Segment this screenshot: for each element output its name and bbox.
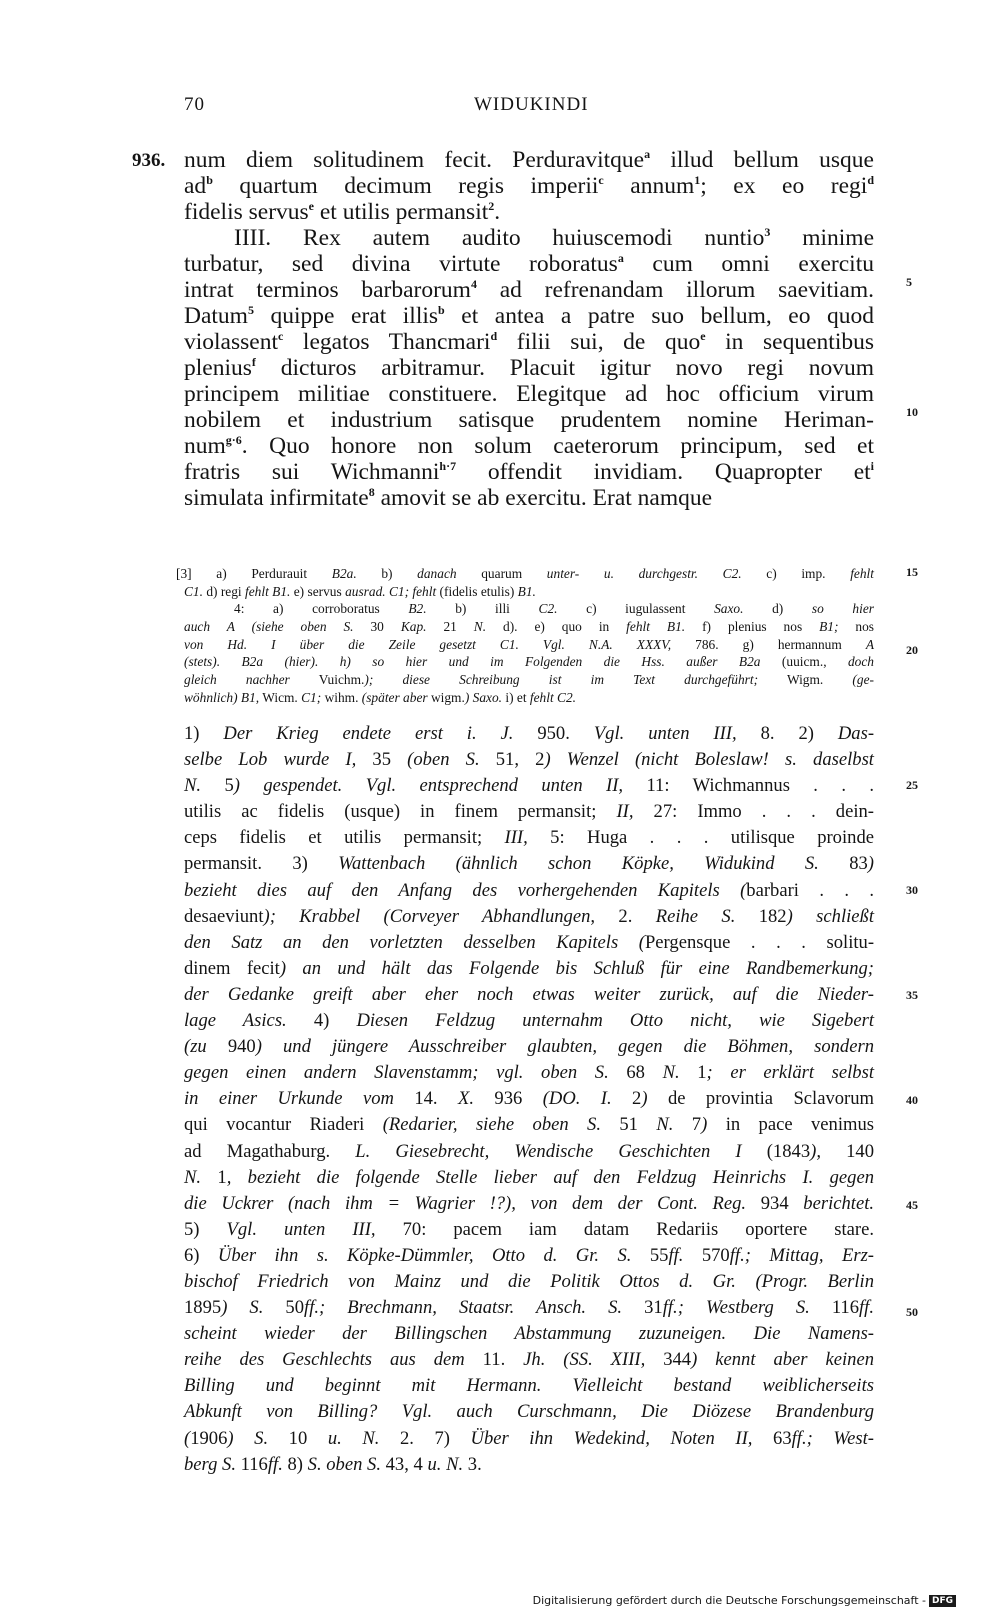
digitization-credit [533, 1594, 956, 1607]
note-line [184, 1060, 874, 1086]
italic-text: N. [184, 775, 202, 797]
margin-year: 936. [132, 150, 166, 171]
italic-text: ff. [668, 1244, 684, 1266]
text-run: 7 [673, 1114, 702, 1136]
text-run: (1843 [741, 1140, 811, 1162]
italic-text: scheint wieder der Billingschen Abstammung zuzuneigen. Die Namens- [184, 1323, 874, 1345]
footnote-marker: 2 [488, 199, 495, 213]
text-run: 570 [683, 1244, 730, 1266]
text-run: 51, 2 [479, 749, 545, 771]
text-run: minime [770, 225, 875, 251]
footnote-marker: b [438, 303, 445, 317]
italic-text: Abkunft von Billing? Vgl. auch Curschmann, Die Diözese Brandenburg [184, 1401, 874, 1423]
italic-text: fehlt B1. [245, 583, 291, 599]
italic-text: C1; [301, 689, 322, 705]
italic-text: bischof Friedrich von Mainz und die Politik Ottos d. Gr. (Progr. Berlin [184, 1270, 874, 1292]
text-run: 11. [464, 1349, 524, 1371]
page-number: 70 [184, 94, 205, 115]
text-run: 5 [201, 775, 234, 797]
text-run: annum [603, 173, 695, 199]
text-run: nobilem et industrium satisque prudentem nomine Heriman- [184, 407, 874, 433]
italic-text: den Satz an den vorletzten desselben Kapitels ( [184, 931, 645, 953]
italic-text: so hier [811, 601, 874, 617]
italic-text: ff. [859, 1297, 874, 1319]
text-run: legatos Thancmari [283, 329, 491, 355]
apparatus-line [184, 671, 874, 689]
footnote-marker: d [867, 173, 874, 187]
main-text-line [184, 381, 874, 407]
text-run: 344 [645, 1349, 692, 1371]
text-run: 940 [206, 1036, 256, 1058]
line-number: 20 [906, 643, 918, 657]
italic-text: fehlt [850, 566, 874, 581]
text-run: filii sui, de quo [497, 329, 701, 355]
note-line [184, 1034, 874, 1060]
text-run: nos [838, 619, 874, 635]
italic-text: doch [847, 654, 874, 670]
text-run: ; ex eo regi [700, 173, 868, 199]
text-run: 5) [184, 1218, 227, 1240]
note-line [184, 1217, 874, 1243]
italic-text: L. Giesebrecht, Wendische Geschichten I [355, 1140, 742, 1162]
text-run: fidelis servus [184, 199, 309, 225]
text-run: 63 [752, 1427, 792, 1449]
text-run: 786. g) hermannum [671, 636, 866, 652]
italic-text: u. N. [327, 1427, 380, 1449]
text-run: ceps fidelis et utilis permansit; [184, 827, 505, 849]
main-text-line [184, 407, 874, 433]
footnote-marker: e [308, 199, 314, 213]
text-run: quartum decimum regis imperii [212, 173, 599, 199]
line-number: 50 [906, 1305, 918, 1319]
note-line [184, 1139, 874, 1165]
italic-text: B2. [408, 601, 427, 617]
text-run: offendit invidiam. Quapropter et [456, 459, 871, 485]
note-line [184, 1399, 874, 1425]
line-number: 25 [906, 778, 918, 792]
italic-text: S. oben S. [307, 1453, 381, 1475]
italic-text: selbe Lob wurde I, [184, 749, 357, 771]
italic-text: ; er erklärt selbst [706, 1062, 874, 1084]
text-run: simulata infirmitate [184, 485, 369, 511]
text-run: 2 [611, 1088, 642, 1110]
italic-text: III, [504, 827, 528, 849]
italic-text: gleich nachher [184, 672, 290, 688]
italic-text: ) S. [221, 1297, 264, 1319]
italic-text: X. [457, 1088, 474, 1110]
note-line [184, 904, 874, 930]
italic-text: bezieht dies auf den Anfang des vorhergehenden Kapitels ( [184, 879, 747, 901]
main-text-line [184, 199, 874, 225]
text-run: Pergensque . . . solitu- [644, 931, 875, 953]
footnote-marker: i [870, 459, 874, 473]
text-run: 950. [513, 723, 594, 744]
italic-text: ) [867, 853, 874, 875]
footnote-marker: a [644, 147, 651, 161]
italic-text: Reihe S. [655, 905, 736, 927]
text-run: wihm. [321, 689, 362, 705]
italic-text: ); Krabbel (Corveyer Abhandlungen, [263, 905, 596, 927]
italic-text: fehlt B1. [626, 619, 686, 635]
text-run: 4: a) corroboratus [234, 601, 409, 617]
text-run: 6) [184, 1244, 218, 1266]
italic-text: ausrad. C1; fehlt [345, 583, 437, 599]
apparatus-line [184, 618, 874, 636]
italic-text: ) gespendet. Vgl. entsprechend unten II, [233, 775, 624, 797]
italic-text: (zu [184, 1036, 207, 1058]
text-run: 35 [356, 749, 408, 771]
text-run: 31 [622, 1297, 663, 1319]
footnote-marker: g·6 [225, 433, 242, 447]
text-run: 70: pacem iam datam Redariis oportere stare. [375, 1218, 874, 1240]
main-text-line [184, 485, 874, 511]
footnote-marker: b [206, 173, 213, 187]
text-run: 1) [184, 723, 224, 744]
text-run: turbatur, sed divina virtute roboratus [184, 251, 618, 277]
note-line [184, 982, 874, 1008]
text-run: intrat terminos barbarorum [184, 277, 471, 303]
text-run: num [184, 433, 226, 459]
text-run: desaeviunt [184, 905, 264, 927]
text-run: 936 [474, 1088, 543, 1110]
main-text-line [184, 251, 874, 277]
text-run: barbari . . . [746, 879, 874, 901]
text-run: [3] a) Perdurauit [176, 566, 332, 581]
note-line [184, 799, 874, 825]
text-run: quippe erat illis [253, 303, 439, 329]
note-line [184, 1321, 874, 1347]
italic-text: ) und jüngere Ausschreiber glaubten, gegen die Böhmen, sondern [255, 1036, 874, 1058]
text-run: i) et [502, 689, 530, 705]
text-run: cum omni exercitu [623, 251, 874, 277]
text-run: Vuichm. [289, 672, 365, 688]
italic-text: C2. [538, 601, 558, 617]
italic-text: berichtet. [803, 1192, 875, 1214]
italic-text: ); diese Schreibung ist im Text durchgeführt; [364, 672, 759, 688]
text-run: 83 [818, 853, 868, 875]
text-run: 1906 [190, 1427, 228, 1449]
text-run: qui vocantur Riaderi [184, 1114, 383, 1136]
italic-text: A [865, 636, 875, 652]
text-run: . Quo honore non solum caeterorum principum, sed et [241, 433, 874, 459]
italic-text: , bezieht die folgende Stelle lieber auf den Feldzug Heinrichs I. gegen [226, 1166, 875, 1188]
note-line [184, 1086, 874, 1112]
text-run: d) regi [202, 583, 246, 599]
text-run: 1895 [184, 1297, 222, 1319]
note-line [184, 825, 874, 851]
italic-text: II, [616, 801, 634, 823]
note-line [184, 1112, 874, 1138]
text-run: 3. [463, 1453, 482, 1475]
text-run: 116 [809, 1297, 860, 1319]
note-line [184, 1426, 874, 1452]
italic-text: B1. [517, 583, 536, 599]
italic-text: ff.; West- [791, 1427, 874, 1449]
italic-text: Vgl. unten III, [593, 723, 737, 744]
note-line [184, 1373, 874, 1399]
apparatus-line [184, 636, 874, 654]
italic-text: ( [184, 1427, 191, 1449]
italic-text: wöhnlich) B1, [184, 689, 260, 705]
italic-text: Über ihn s. Köpke-Dümmler, Otto d. Gr. S. [217, 1244, 632, 1266]
italic-text: N. [656, 1114, 674, 1136]
note-line [184, 1347, 874, 1373]
text-run: plenius [184, 355, 252, 381]
italic-text: ), [810, 1140, 821, 1162]
text-run: ad refrenandam illorum saevitiam. [476, 277, 875, 303]
text-run: 2. [595, 905, 656, 927]
text-run: d) [743, 601, 812, 617]
text-run: Wigm. [758, 672, 853, 688]
text-run: c) iugulassent [557, 601, 715, 617]
italic-text: ) kennt aber keinen [691, 1349, 874, 1371]
main-text-line [184, 277, 874, 303]
footnotes [184, 721, 874, 1478]
text-run: 11: Wichmannus . . . [623, 775, 874, 797]
footnote-marker: e [700, 329, 706, 343]
apparatus-line [176, 565, 874, 583]
main-text-line [184, 147, 874, 173]
note-line [184, 1165, 874, 1191]
text-run: 1 [201, 1166, 227, 1188]
text-run: c) imp. [741, 566, 851, 581]
text-run: 4) [286, 1010, 357, 1032]
italic-text: Jh. (SS. XIII, [523, 1349, 646, 1371]
text-run: num diem solitudinem fecit. Perduravitque [184, 147, 645, 173]
footnote-marker: h·7 [439, 459, 457, 473]
footnote-marker: 5 [247, 303, 254, 317]
line-number: 10 [906, 405, 918, 419]
text-run: 51 [601, 1114, 657, 1136]
italic-text: berg S. [184, 1453, 236, 1475]
italic-text: C1. [184, 583, 203, 599]
note-line [184, 721, 874, 747]
text-run: dinem fecit [184, 957, 280, 979]
text-run: utilis ac fidelis (usque) in finem permansit; [184, 801, 617, 823]
italic-text: ) Wenzel (nicht Boleslaw! s. daselbst [544, 749, 874, 771]
italic-text: gegen einen andern Slavenstamm; vgl. oben S. [184, 1062, 609, 1084]
text-run: amovit se ab exercitu. Erat namque [374, 485, 713, 511]
text-run: principem militiae constituere. Elegitque ad hoc officium virum [184, 381, 874, 407]
footnote-marker: d [490, 329, 498, 343]
text-run: dicturos arbitramur. Placuit igitur novo regi novum [255, 355, 874, 381]
line-number: 35 [906, 988, 918, 1002]
text-run: 50 [263, 1297, 305, 1319]
apparatus-line [184, 689, 874, 707]
text-run: (uuicm., [760, 654, 848, 670]
text-run: illud bellum usque [650, 147, 874, 173]
apparatus-line [184, 600, 874, 618]
text-run: in pace venimus [707, 1114, 874, 1136]
credit-text: Digitalisierung gefördert durch die Deutsche Forschungsgemeinschaft - [532, 1594, 926, 1607]
italic-text: ) an und hält das Folgende bis Schluß für eine Randbemerkung; [279, 957, 875, 979]
italic-text: (Redarier, siehe oben S. [382, 1114, 601, 1136]
italic-text: reihe des Geschlechts aus dem [184, 1349, 465, 1371]
text-run: 14. [393, 1088, 458, 1110]
text-run: (fidelis etulis) [436, 583, 518, 599]
footnote-marker: f [251, 355, 256, 369]
footnote-marker: 3 [764, 225, 771, 239]
text-run: 934 [746, 1192, 804, 1214]
italic-text: fehlt C2. [529, 689, 577, 705]
main-text-line [184, 329, 874, 355]
italic-text: auch A (siehe oben S. [184, 619, 354, 635]
footnote-marker: c [598, 173, 604, 187]
text-run: in sequentibus [705, 329, 874, 355]
italic-text: N. [473, 619, 487, 635]
italic-text: ) S. [227, 1427, 269, 1449]
note-line [184, 1452, 874, 1478]
main-text-line [184, 459, 874, 485]
italic-text: in einer Urkunde vom [184, 1088, 394, 1110]
main-text-line [184, 355, 874, 381]
text-run: b) [356, 566, 418, 581]
line-number: 15 [906, 565, 918, 579]
text-run: IIII. Rex autem audito huiuscemodi nuntio [234, 225, 765, 251]
text-run: b) illi [426, 601, 539, 617]
italic-text: ff. [267, 1453, 283, 1475]
footnote-marker: c [278, 329, 284, 343]
note-line [184, 930, 874, 956]
italic-text: lage Asics. [184, 1010, 287, 1032]
italic-text: unter- u. durchgestr. C2. [546, 566, 742, 581]
text-run: quarum [456, 566, 547, 581]
text-run: f) plenius nos [685, 619, 820, 635]
text-run: 21 [426, 619, 474, 635]
text-run: Wicm. [259, 689, 302, 705]
text-run: 10 [268, 1427, 328, 1449]
text-run: 5: Huga . . . utilisque proinde [527, 827, 874, 849]
line-number: 30 [906, 883, 918, 897]
main-text-line [184, 173, 874, 199]
text-run: 30 [353, 619, 401, 635]
text-run: wigm. [427, 689, 465, 705]
text-run: 140 [820, 1140, 875, 1162]
italic-text: (stets). B2a (hier). h) so hier und im Folgenden die Hss. außer B2a [184, 654, 761, 670]
italic-text: der Gedanke greift aber eher noch etwas weiter zurück, auf die Nieder- [184, 983, 874, 1005]
italic-text: u. N. [427, 1453, 464, 1475]
italic-text: Billing und beginnt mit Hermann. Vielleicht bestand weiblicherseits [184, 1375, 874, 1397]
italic-text: Der Krieg endete erst i. J. [223, 723, 514, 744]
italic-text: Kap. [400, 619, 427, 635]
text-run: de provintia Sclavorum [647, 1088, 875, 1110]
main-text-line [184, 433, 874, 459]
italic-text: N. [662, 1062, 680, 1084]
italic-text: danach [417, 566, 457, 581]
italic-text: Über ihn Wedekind, Noten II, [470, 1427, 753, 1449]
italic-text: Das- [837, 723, 875, 744]
note-line [184, 773, 874, 799]
text-run: 68 [608, 1062, 663, 1084]
italic-text: N. [184, 1166, 202, 1188]
italic-text: Diesen Feldzug unternahm Otto nicht, wie Sigebert [356, 1010, 874, 1032]
critical-apparatus [176, 565, 875, 707]
italic-text: ) Saxo. [464, 689, 502, 705]
italic-text: Vgl. unten III, [226, 1218, 376, 1240]
text-run: ad Magathaburg. [184, 1140, 356, 1162]
main-text-line [184, 225, 874, 251]
note-line [184, 956, 874, 982]
note-line [184, 1191, 874, 1217]
footnote-marker: a [617, 251, 624, 265]
italic-text: Saxo. [714, 601, 744, 617]
line-number: 40 [906, 1093, 918, 1107]
italic-text: (DO. I. [542, 1088, 612, 1110]
apparatus-line [184, 653, 874, 671]
text-run: 182 [735, 905, 787, 927]
note-line [184, 878, 874, 904]
text-run: et utilis permansit [314, 199, 489, 225]
line-number: 45 [906, 1198, 918, 1212]
text-run: 116 [236, 1453, 268, 1475]
italic-text: ff.; Mittag, Erz- [729, 1244, 874, 1266]
italic-text: (später aber [361, 689, 428, 705]
text-run: fratris sui Wichmanni [184, 459, 440, 485]
italic-text: B2a. [331, 566, 357, 581]
italic-text: (oben S. [407, 749, 480, 771]
note-line [184, 851, 874, 877]
apparatus-line [184, 583, 874, 601]
text-run: Datum [184, 303, 248, 329]
main-text-line [184, 303, 874, 329]
main-text [184, 147, 874, 511]
text-run: . [494, 199, 501, 225]
note-line [184, 747, 874, 773]
text-run: 1 [679, 1062, 707, 1084]
italic-text: B1; [819, 619, 839, 635]
page-title: WIDUKINDI [474, 94, 589, 115]
italic-text: Wattenbach (ähnlich schon Köpke, Widukind S. [338, 853, 819, 875]
italic-text: (ge- [852, 672, 874, 688]
text-run: d). e) quo in [486, 619, 627, 635]
text-run: 8. 2) [736, 723, 838, 744]
line-number: 5 [906, 275, 912, 289]
italic-text: ) schließt [786, 905, 874, 927]
italic-text: ) [701, 1114, 708, 1136]
italic-text: ) [641, 1088, 648, 1110]
note-line [184, 1295, 874, 1321]
text-run: violassent [184, 329, 278, 355]
text-run: e) servus [290, 583, 346, 599]
italic-text: von Hd. I über die Zeile gesetzt C1. Vgl. N.A. XXXV, [184, 636, 672, 652]
text-run: 27: Immo . . . dein- [633, 801, 874, 823]
italic-text: ff.; Westberg S. [662, 1297, 810, 1319]
text-run: 2. 7) [379, 1427, 471, 1449]
note-line [184, 1008, 874, 1034]
text-run: ad [184, 173, 207, 199]
footnote-marker: 1 [694, 173, 701, 187]
footnote-marker: 8 [368, 485, 375, 499]
text-run: 8) [282, 1453, 308, 1475]
note-line [184, 1243, 874, 1269]
text-run: 55 [631, 1244, 669, 1266]
dfg-logo: DFG [929, 1595, 956, 1607]
italic-text: ff.; Brechmann, Staatsr. Ansch. S. [304, 1297, 623, 1319]
italic-text: die Uckrer (nach ihm = Wagrier !?), von dem der Cont. Reg. [184, 1192, 747, 1214]
footnote-marker: 4 [470, 277, 477, 291]
text-run: et antea a patre suo bellum, eo quod [444, 303, 874, 329]
text-run: permansit. 3) [184, 853, 339, 875]
text-run: 43, 4 [380, 1453, 428, 1475]
note-line [184, 1269, 874, 1295]
